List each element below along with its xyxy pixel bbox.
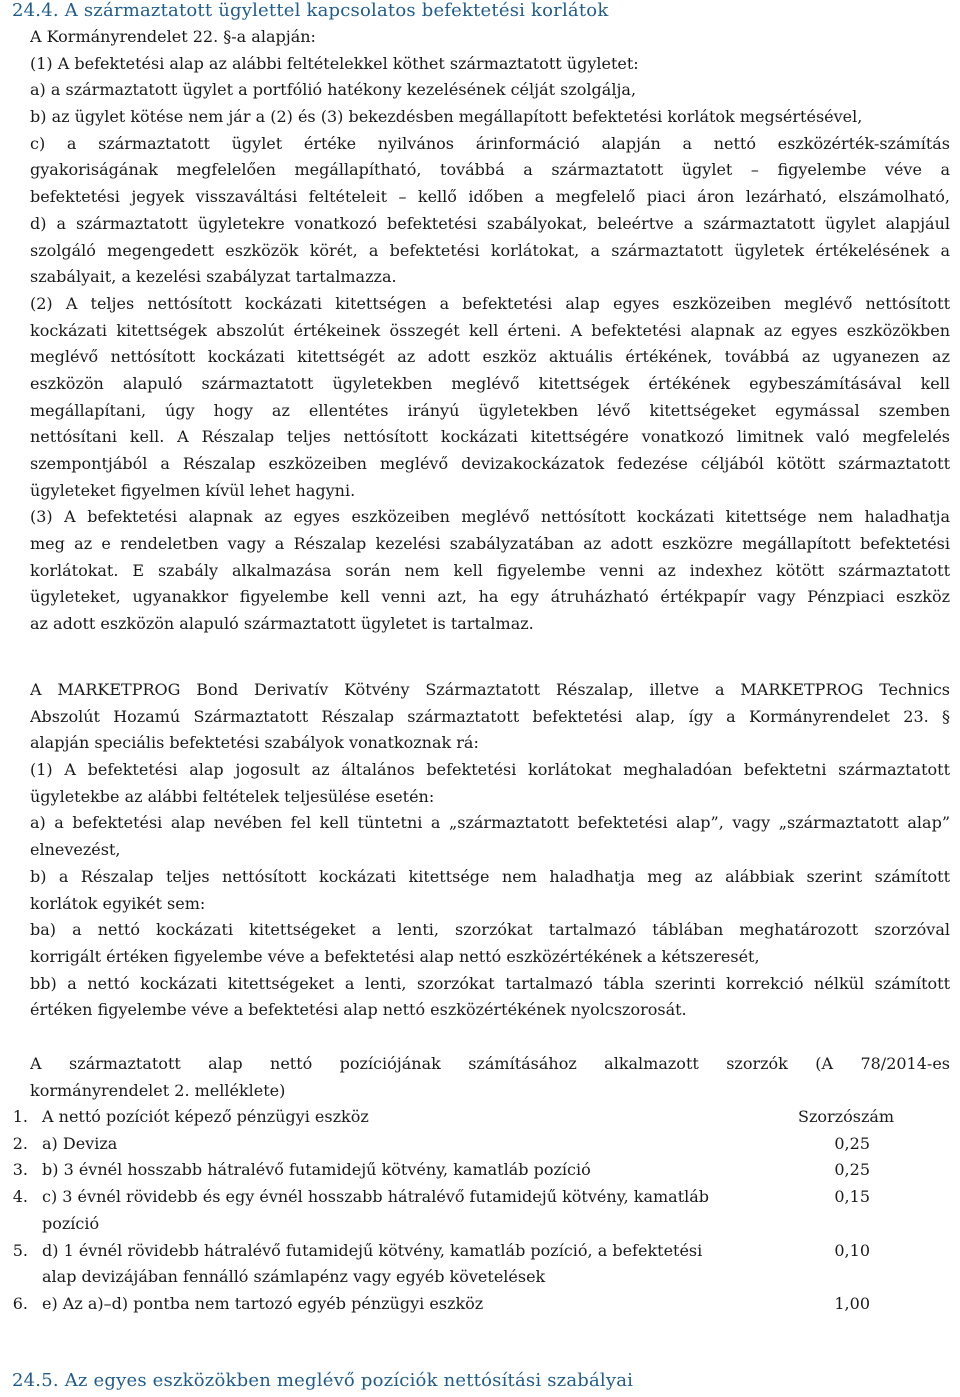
text-line: nettósítani kell. A Részalap teljes nettósított kockázati kitettségére vonatkozó limitnek való megfelelés: [30, 427, 950, 447]
section-heading: 24.4. A származtatott ügylettel kapcsolatos befektetési korlátok: [12, 0, 609, 21]
row-instrument: b) 3 évnél hosszabb hátralévő futamidejű kötvény, kamatláb pozíció: [42, 1160, 591, 1180]
text-line: (3) A befektetési alapnak az egyes eszközeiben meglévő nettósított kockázati kitettsége nem haladhatja: [30, 507, 950, 527]
row-instrument-continued: alap devizájában fennálló számlapénz vagy egyéb követelések: [42, 1267, 546, 1287]
table-row: [0, 1131, 960, 1158]
text-line: elnevezést,: [30, 840, 121, 860]
row-instrument: e) Az a)–d) pontba nem tartozó egyéb pénzügyi eszköz: [42, 1293, 484, 1313]
text-line: korrigált értéken figyelembe véve a befektetési alap nettó eszközértékének a kétszeresét,: [30, 946, 760, 966]
text-line: b) a Részalap teljes nettósított kockázati kitettsége nem haladhatja meg az alábbiak szerint számított: [30, 866, 950, 886]
row-instrument: A nettó pozíciót képező pénzügyi eszköz: [42, 1107, 369, 1126]
paragraph-block-szarmaztatott-alap: [30, 677, 950, 1024]
text-line: bb) a nettó kockázati kitettségeket a lenti, szorzókat tartalmazó tábla szerinti korrekció nélkül számított: [30, 973, 950, 993]
text-line: kockázati kitettségek abszolút értékeinek összegét kell érteni. A befektetési alapnak az egyes eszközökben: [30, 320, 950, 340]
next-section-heading: 24.5. Az egyes eszközökben meglévő pozíciók nettósítási szabályai: [12, 1370, 634, 1391]
row-instrument: c) 3 évnél rövidebb és egy évnél hosszabb hátralévő futamidejű kötvény, kamatláb: [42, 1187, 710, 1207]
text-line: kormányrendelet 2. melléklete): [30, 1080, 286, 1100]
text-line: szempontjából a Részalap eszközeiben meglévő devizakockázatok fedezése céljából kötött származtatott: [30, 454, 950, 473]
row-multiplier: 0,25: [834, 1160, 870, 1180]
row-instrument: a) Deviza: [42, 1133, 118, 1153]
table-row: [0, 1184, 960, 1237]
table-row: [0, 1104, 960, 1131]
text-line: ba) a nettó kockázati kitettségeket a lenti, szorzókat tartalmazó táblában meghatározott szorzóval: [30, 920, 950, 940]
text-line: ügyleteket, ugyanakkor figyelembe kell venni azt, ha egy átruházható értékpapír vagy Pénzpiaci eszköz: [30, 587, 950, 607]
text-line: meglévő nettósított kockázati kitettségét az adott eszköz aktuális értékének, továbbá az ugyanezen az: [30, 347, 950, 367]
text-line: a) a befektetési alap nevében fel kell tüntetni a „származtatott befektetési alap”, vagy „származtatott alap”: [30, 813, 950, 833]
text-line: értéken figyelembe véve a befektetési alap nettó eszközértékének nyolcszorosát.: [30, 1000, 687, 1020]
text-line: meg az e rendeletben vagy a Részalap kezelési szabályzatában az adott eszközre megállapított befektetési: [30, 534, 950, 554]
paragraph-block-korlatok: [30, 24, 950, 638]
text-line: A Kormányrendelet 22. §-a alapján:: [30, 27, 316, 46]
row-multiplier: 0,25: [834, 1133, 870, 1153]
text-line: b) az ügylet kötése nem jár a (2) és (3) bekezdésben megállapított befektetési korlátok megsértésével,: [30, 107, 863, 127]
row-instrument-continued: pozíció: [42, 1213, 100, 1233]
text-line: alapján speciális befektetési szabályok vonatkoznak rá:: [30, 733, 479, 753]
text-line: korlátokat. E szabály alkalmazása során nem kell figyelembe venni az indexhez kötött származtatott: [30, 560, 950, 580]
text-line: ügyleteket figyelmen kívül lehet hagyni.: [30, 480, 356, 500]
row-multiplier: 0,10: [834, 1240, 870, 1260]
text-line: A származtatott alap nettó pozíciójának számításához alkalmazott szorzók (A 78/2014-es: [30, 1054, 950, 1073]
row-multiplier: Szorzószám: [798, 1107, 895, 1126]
text-line: A MARKETPROG Bond Derivatív Kötvény Származtatott Részalap, illetve a MARKETPROG Technics: [30, 680, 950, 699]
table-row: [0, 1238, 960, 1291]
row-number: 3.: [12, 1160, 28, 1180]
text-line: c) a származtatott ügylet értéke nyilvános árinformáció alapján a nettó eszközérték-számítás: [30, 133, 950, 153]
row-number: 6.: [12, 1293, 28, 1313]
text-line: korlátok egyikét sem:: [30, 893, 206, 913]
row-number: 2.: [12, 1133, 28, 1153]
row-number: 1.: [12, 1107, 28, 1126]
text-line: eszközön alapuló származtatott ügyletekben meglévő kitettségek értékének egybeszámításával kell: [30, 373, 950, 393]
table-row: [0, 1157, 960, 1184]
row-instrument: d) 1 évnél rövidebb hátralévő futamidejű kötvény, kamatláb pozíció, a befektetési: [42, 1240, 703, 1260]
text-line: (1) A befektetési alap jogosult az általános befektetési korlátokat meghaladóan befektetni származtatott: [30, 760, 950, 780]
row-number: 5.: [12, 1240, 28, 1260]
table-row: [0, 1291, 960, 1318]
text-line: a) a származtatott ügylet a portfólió hatékony kezelésének célját szolgálja,: [30, 80, 637, 100]
text-line: az adott eszközön alapuló származtatott ügyletet is tartalmaz.: [30, 614, 534, 634]
table-caption: [30, 1051, 950, 1104]
text-line: gyakoriságának megfelelően megállapítható, továbbá a származtatott ügylet – figyelembe véve a: [30, 160, 950, 180]
row-multiplier: 1,00: [834, 1293, 870, 1313]
row-number: 4.: [12, 1187, 28, 1207]
row-multiplier: 0,15: [834, 1187, 870, 1207]
text-line: (1) A befektetési alap az alábbi feltételekkel köthet származtatott ügyletet:: [30, 53, 639, 73]
text-line: (2) A teljes nettósított kockázati kitettségen a befektetési alap egyes eszközeiben meglévő nettósított: [30, 293, 950, 313]
text-line: szolgáló megengedett eszközök körét, a befektetési korlátokat, a származtatott ügyletek értékelésének a: [30, 240, 950, 260]
multiplier-table: [0, 1104, 960, 1318]
text-line: Abszolút Hozamú Származtatott Részalap származtatott befektetési alap, így a Kormányrendelet 23. §: [30, 706, 950, 726]
text-line: befektetési jegyek visszaváltási feltételeit – kellő időben a megfelelő piaci áron lezárható, elszámolható,: [30, 187, 950, 207]
text-line: szabályait, a kezelési szabályzat tartalmazza.: [30, 267, 397, 287]
text-line: ügyletekbe az alábbi feltételek teljesülése esetén:: [30, 786, 435, 806]
text-line: megállapítani, úgy hogy az ellentétes irányú ügyletekben lévő kitettségeket egymással szemben: [30, 400, 950, 420]
text-line: d) a származtatott ügyletekre vonatkozó befektetési szabályokat, beleértve a származtatott ügylet alapjául: [30, 213, 950, 233]
